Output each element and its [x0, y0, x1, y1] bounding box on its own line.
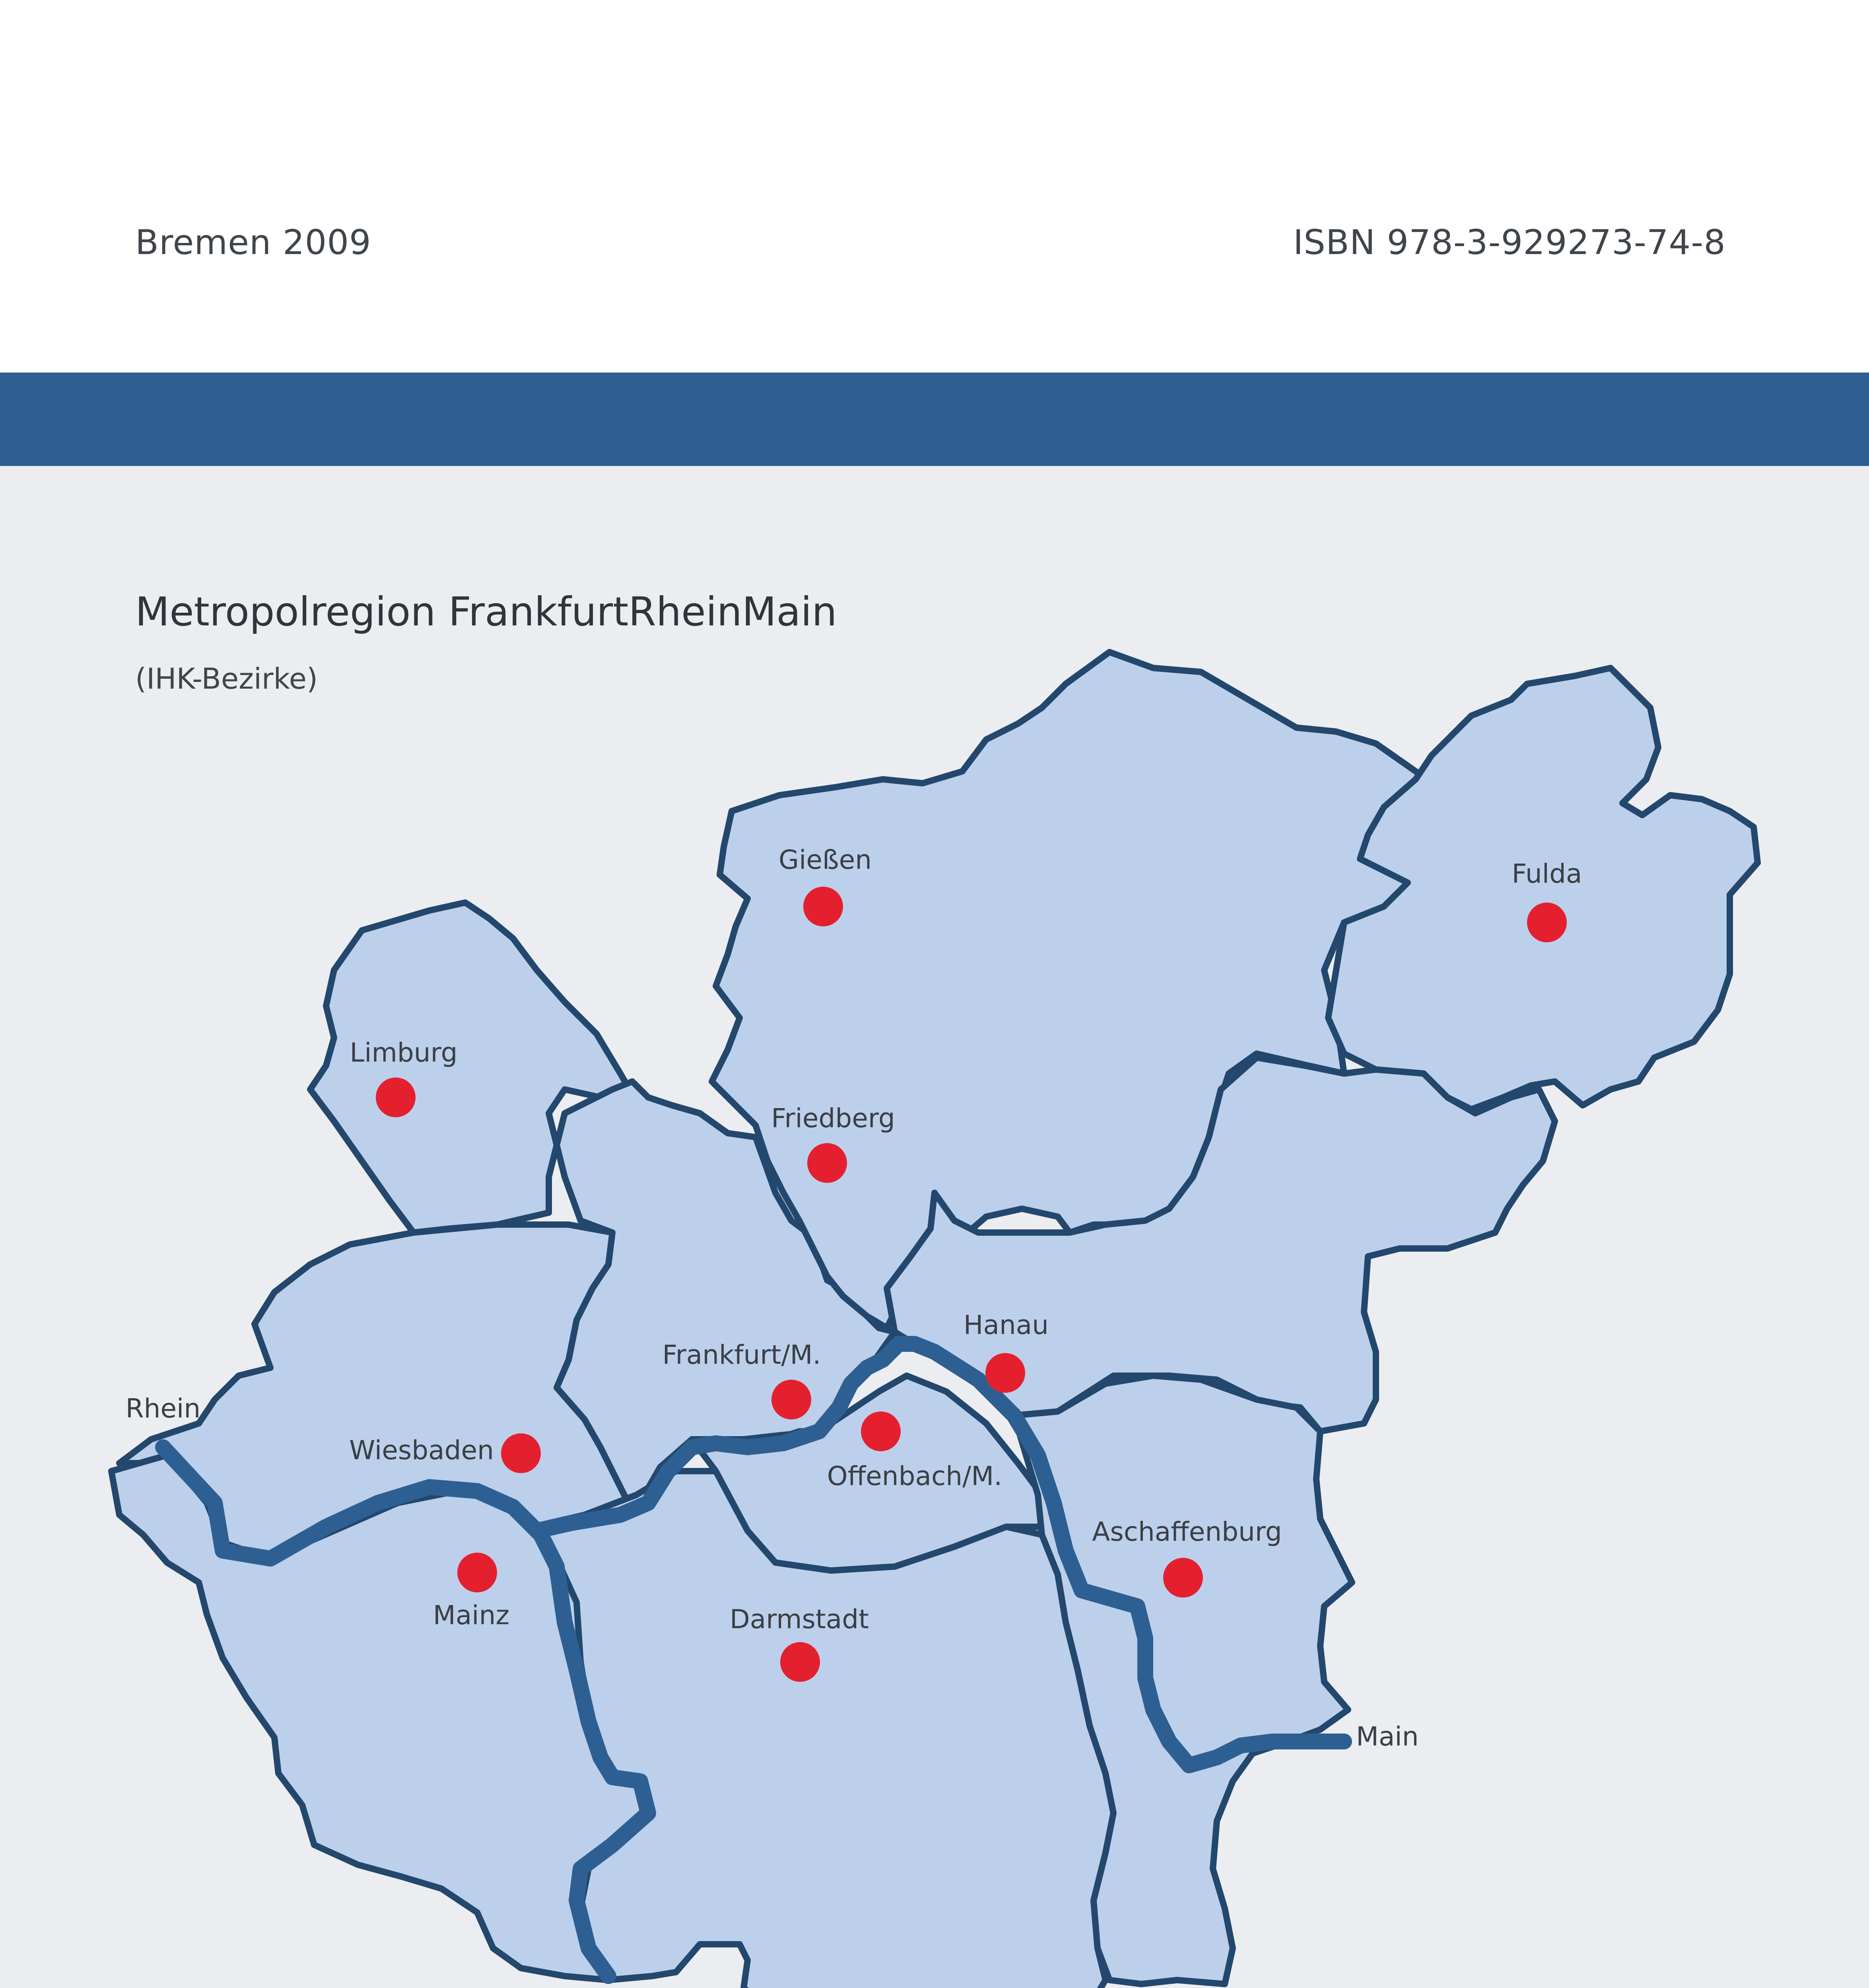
city-label-limburg: Limburg: [350, 1037, 458, 1068]
city-dot-fulda: [1527, 903, 1567, 942]
city-dot-friedberg: [807, 1143, 847, 1183]
city-label-frankfurt: Frankfurt/M.: [662, 1340, 821, 1370]
map-subtitle: (IHK-Bezirke): [135, 662, 318, 695]
city-label-aschaffenburg: Aschaffenburg: [1092, 1516, 1282, 1547]
city-dot-frankfurt: [771, 1380, 811, 1419]
city-dot-limburg: [376, 1077, 416, 1117]
map-title: Metropolregion FrankfurtRheinMain: [135, 588, 837, 635]
city-label-giessen: Gießen: [778, 845, 872, 875]
city-label-friedberg: Friedberg: [771, 1103, 895, 1134]
city-label-offenbach: Offenbach/M.: [827, 1461, 1002, 1491]
city-dot-giessen: [803, 887, 843, 926]
city-dot-wiesbaden: [501, 1433, 541, 1473]
city-dot-aschaffenburg: [1163, 1558, 1203, 1598]
city-dot-darmstadt: [780, 1642, 820, 1682]
city-label-wiesbaden: Wiesbaden: [349, 1435, 494, 1466]
city-label-hanau: Hanau: [963, 1310, 1049, 1340]
isbn-text: ISBN 978-3-929273-74-8: [1293, 223, 1726, 262]
city-label-darmstadt: Darmstadt: [729, 1604, 869, 1635]
city-dot-mainz: [457, 1553, 497, 1592]
river-label-rhein: Rhein: [125, 1393, 201, 1424]
city-dot-offenbach: [861, 1411, 901, 1451]
river-label-main: Main: [1356, 1721, 1419, 1752]
city-dot-hanau: [985, 1353, 1025, 1393]
place-year-text: Bremen 2009: [135, 223, 371, 262]
city-label-mainz: Mainz: [433, 1600, 510, 1631]
city-label-fulda: Fulda: [1512, 858, 1582, 889]
